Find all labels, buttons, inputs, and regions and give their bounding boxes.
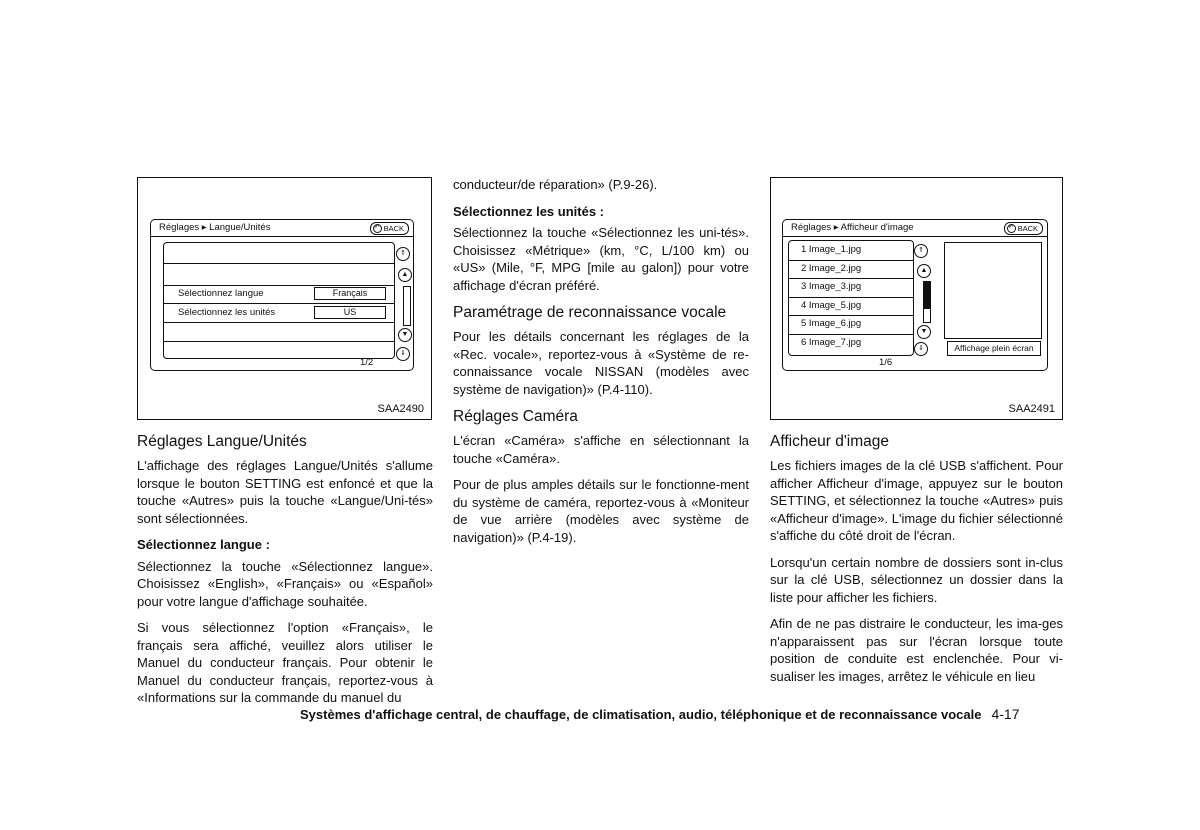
paragraph: Sélectionnez la touche «Sélectionnez les uni-tés». Choisissez «Métrique» (km, °C, L/100 km) ou «US» (Mile, °F, MPG [mile au galon]) pour votre affichage d'écran préféré.: [453, 225, 749, 293]
row-select-language[interactable]: [164, 285, 394, 304]
scroll-down-icon[interactable]: ▼: [917, 325, 931, 339]
figure-code: SAA2490: [377, 403, 424, 415]
paragraph: L'affichage des réglages Langue/Unités s'allume lorsque le bouton SETTING est enfoncé et que la touche «Autres» puis la touche «Langue/Uni-tés» sont sélectionnées.: [137, 458, 433, 526]
list-panel: [163, 242, 395, 359]
paragraph: Afin de ne pas distraire le conducteur, les ima-ges n'apparaissent pas sur l'écran lorsque toute position de conduite est enclenchée. Pour vi-sualiser les images, arrêtez le véhicule en lieu: [770, 616, 1063, 684]
back-arrow-icon: ↶: [374, 225, 380, 231]
page-indicator: 1/2: [360, 357, 374, 368]
figure-language-units: [137, 177, 432, 420]
file-name: 1 Image_1.jpg: [801, 244, 862, 255]
paragraph: Si vous sélectionnez l'option «Français», le français sera affiché, veuillez alors utiliser le Manuel du conducteur français. Pour obtenir le Manuel du conducteur français, reportez-vous à «Informations sur la commande du manuel du: [137, 620, 433, 705]
heading-voice-recognition: Paramétrage de reconnaissance vocale: [453, 304, 727, 321]
screen-image-viewer: [782, 219, 1048, 371]
paragraph: conducteur/de réparation» (P.9-26).: [453, 177, 658, 192]
file-list-item[interactable]: [789, 297, 913, 317]
title-divider: [151, 236, 413, 237]
screen-language-units: [150, 219, 414, 371]
scrollbar[interactable]: [403, 286, 411, 326]
paragraph: L'écran «Caméra» s'affiche en sélectionnant la touche «Caméra».: [453, 433, 749, 466]
footer-title: Systèmes d'affichage central, de chauffage, de climatisation, audio, téléphonique et de reconnaissance vocale: [300, 707, 982, 722]
file-name: 6 Image_7.jpg: [801, 336, 862, 348]
back-arrow-icon: ↶: [1008, 225, 1014, 231]
scroll-down-icon[interactable]: ▼: [398, 328, 412, 342]
title-divider: [783, 236, 1047, 237]
file-list-item[interactable]: [789, 315, 913, 335]
screen-title: Réglages ▸ Langue/Unités: [159, 222, 271, 233]
subheading-select-language: Sélectionnez langue :: [137, 537, 270, 552]
scroll-up-icon[interactable]: ▲: [398, 268, 412, 282]
paragraph: Les fichiers images de la clé USB s'affichent. Pour afficher Afficheur d'image, appuyez sur le bouton SETTING, et sélectionnez la touche «Autres» puis «Afficheur d'image». L'image du fichier sélectionné s'affiche du côté droit de l'écran.: [770, 458, 1063, 543]
file-list-item[interactable]: [789, 278, 913, 298]
paragraph: Sélectionnez la touche «Sélectionnez langue». Choisissez «English», «Français» ou «Español» pour votre langue d'affichage souhaitée.: [137, 558, 433, 609]
file-name: 4 Image_5.jpg: [801, 299, 862, 311]
subheading-select-units: Sélectionnez les unités :: [453, 203, 604, 219]
column-right: [770, 432, 1063, 694]
paragraph: Pour de plus amples détails sur le fonctionne-ment du système de caméra, reportez-vous à «Moniteur de vue arrière (modèles avec système de navigation)» (P.4-19).: [453, 477, 749, 545]
scroll-up-icon[interactable]: ▲: [917, 264, 931, 278]
file-name: 3 Image_3.jpg: [801, 281, 862, 292]
file-list: [788, 240, 914, 356]
back-button[interactable]: ↶ BACK: [370, 222, 409, 235]
figure-code: SAA2491: [1008, 403, 1055, 415]
scroll-top-icon[interactable]: ⇑: [396, 247, 410, 261]
scroll-thumb[interactable]: [924, 282, 930, 309]
screen-title: Réglages ▸ Afficheur d'image: [791, 222, 914, 233]
scroll-bottom-icon[interactable]: ⇓: [396, 347, 410, 361]
scroll-top-icon[interactable]: ⇑: [914, 244, 928, 258]
back-button[interactable]: ↶ BACK: [1004, 222, 1043, 235]
row-select-units[interactable]: [164, 304, 394, 323]
image-preview: [944, 242, 1042, 339]
heading-image-viewer: Afficheur d'image: [770, 433, 889, 450]
file-name: 2 Image_2.jpg: [801, 262, 862, 274]
row-label: Sélectionnez langue: [178, 288, 264, 299]
column-left: [137, 432, 433, 716]
row-label: Sélectionnez les unités: [178, 307, 276, 318]
heading-camera-settings: Réglages Caméra: [453, 408, 578, 425]
page-number: 4-17: [991, 706, 1020, 722]
units-value-box[interactable]: US: [314, 306, 386, 319]
scroll-bottom-icon[interactable]: ⇓: [914, 342, 928, 356]
page-footer: [300, 706, 1070, 722]
page-indicator: 1/6: [879, 357, 893, 368]
figure-image-viewer: [770, 177, 1063, 420]
paragraph: Lorsqu'un certain nombre de dossiers sont in-clus sur la clé USB, sélectionnez un dossier dans la liste pour afficher les fichiers.: [770, 554, 1063, 605]
file-list-item[interactable]: [789, 334, 913, 353]
paragraph: Pour les détails concernant les réglages de la «Rec. vocale», reportez-vous à «Système de re-connaissance vocale NISSAN (modèles avec système de navigation)» (P.4-110).: [453, 329, 749, 397]
heading-language-units: Réglages Langue/Unités: [137, 433, 307, 450]
scrollbar[interactable]: [923, 281, 931, 323]
file-name: 5 Image_6.jpg: [801, 318, 862, 329]
column-middle: [453, 176, 749, 555]
language-value-box[interactable]: Français: [314, 287, 386, 300]
file-list-item[interactable]: [789, 260, 913, 280]
fullscreen-button[interactable]: Affichage plein écran: [947, 341, 1041, 356]
file-list-item[interactable]: [789, 241, 913, 261]
